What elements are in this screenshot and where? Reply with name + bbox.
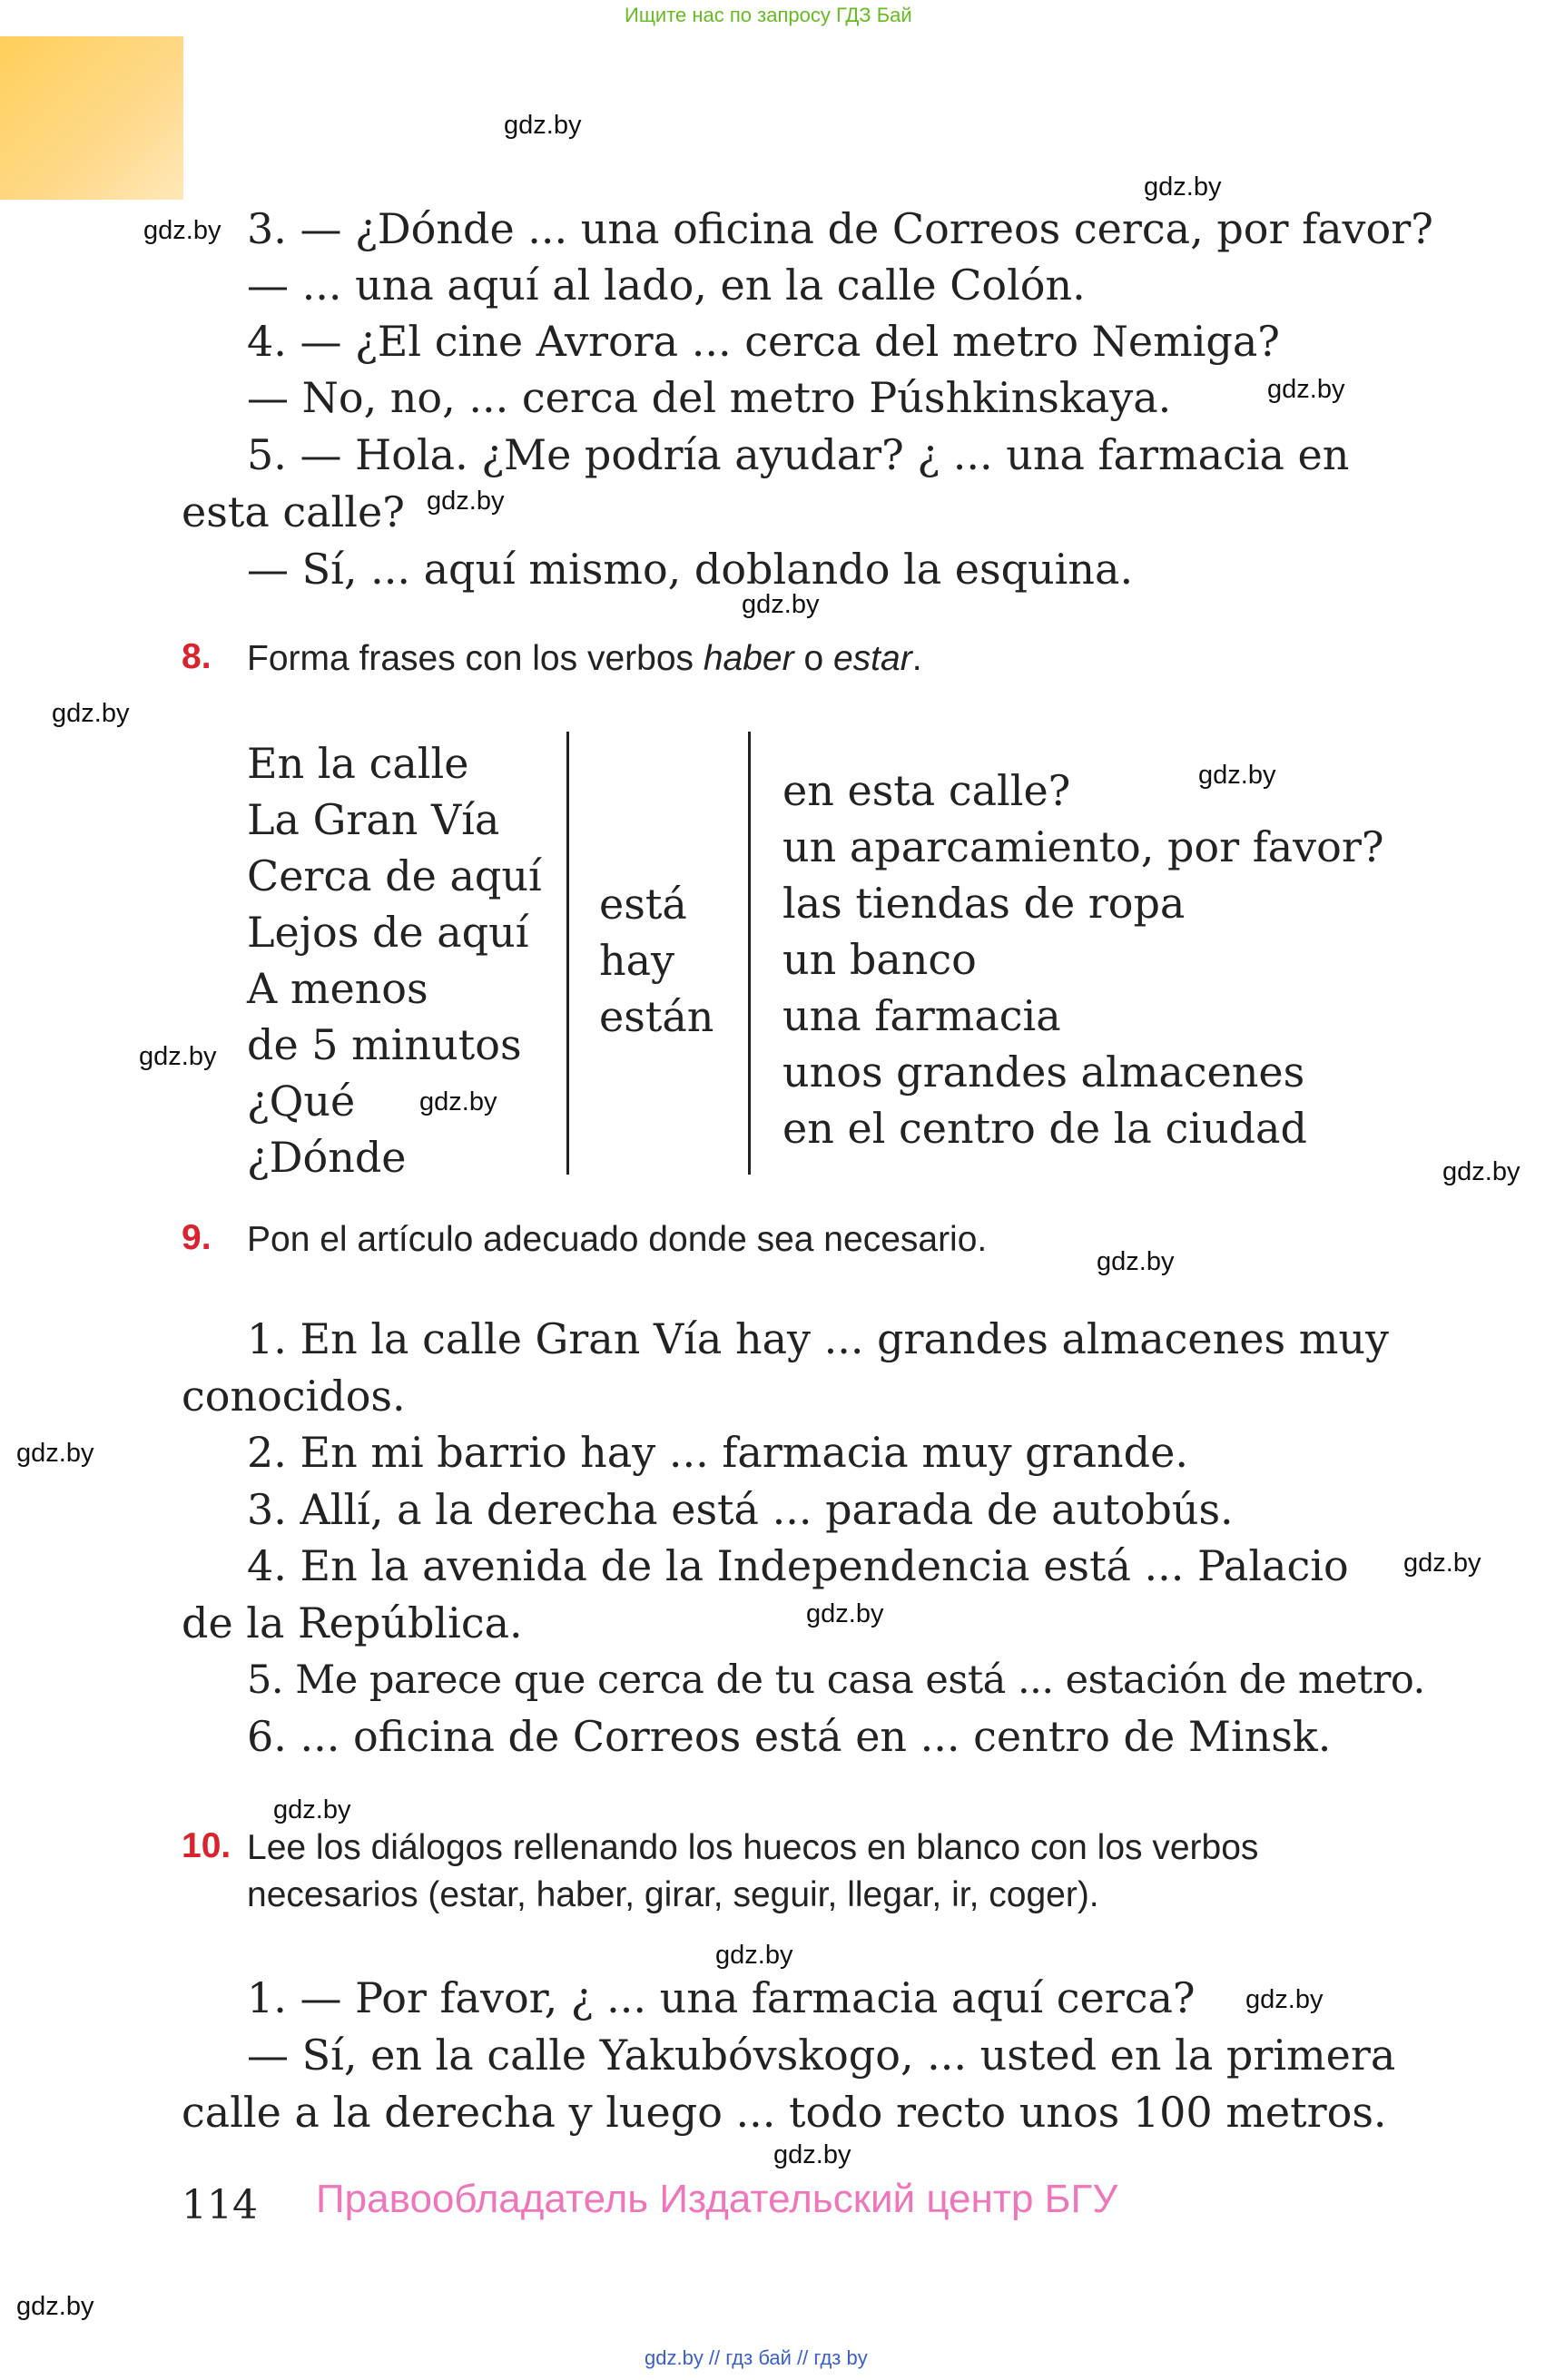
task-number: 10. [182,1826,231,1865]
page-number: 114 [182,2182,258,2228]
watermark: gdz.by [427,487,505,516]
watermark: gdz.by [504,111,582,140]
table-cell: de 5 minutos [247,1020,522,1069]
table-cell: un banco [782,935,977,984]
watermark: gdz.by [52,699,130,728]
table-col-verbs [599,876,714,1045]
watermark: gdz.by [273,1795,351,1824]
watermark: gdz.by [715,1941,793,1970]
watermark: gdz.by [1403,1549,1481,1578]
table-cell: un aparcamiento, por favor? [782,822,1384,871]
exercise-line: 5. Me parece que cerca de tu casa está ... estación de metro. [247,1657,1425,1703]
table-cell: unos grandes almacenes [782,1047,1305,1097]
footer-links: gdz.by // гдз бай // гдз by [645,2346,868,2369]
watermark: gdz.by [1245,1985,1324,2014]
watermark: gdz.by [1097,1247,1175,1276]
item-number: 4. [247,317,287,366]
watermark: gdz.by [1144,172,1222,202]
table-cell: En la calle [247,739,469,788]
table-col-subjects [247,735,542,1185]
watermark: gdz.by [806,1599,884,1628]
exercise-line: — Sí, en la calle Yakubóvskogo, ... usted en la primera [247,2031,1396,2080]
table-cell: en el centro de la ciudad [782,1104,1307,1153]
table-cell: Cerca de aquí [247,851,542,900]
watermark: gdz.by [419,1087,497,1116]
table-cell: ¿Dónde [247,1133,407,1182]
watermark: gdz.by [16,1439,94,1468]
watermark: gdz.by [1198,761,1276,790]
exercise-line: 3. Allí, a la derecha está ... parada de autobús. [247,1485,1234,1534]
dialogue-line [247,313,1280,369]
exercise-line: conocidos. [182,1372,406,1421]
watermark: gdz.by [16,2292,94,2321]
task-number: 8. [182,637,212,676]
watermark: gdz.by [773,2140,851,2169]
item-number: 3. [247,204,287,253]
watermark: gdz.by [143,216,221,245]
exercise-line: 1. En la calle Gran Vía hay ... grandes almacenes muy [247,1314,1389,1363]
watermark: gdz.by [139,1042,217,1071]
table-cell: ¿Qué [247,1077,356,1126]
exercise-line: calle a la derecha y luego ... todo recto unos 100 metros. [182,2088,1387,2137]
copyright-notice: Правообладатель Издательский центр БГУ [316,2177,1118,2221]
dialogue-line: — No, no, ... cerca del metro Púshkinskaya. [247,373,1172,422]
dialogue-line [247,201,1433,257]
table-cell: hay [599,936,675,985]
table-col-complements [782,762,1384,1156]
table-cell: está [599,880,687,929]
task-number: 9. [182,1218,212,1257]
table-cell: las tiendas de ropa [782,879,1186,928]
exercise-line: 6. ... oficina de Correos está en ... centro de Minsk. [247,1712,1332,1761]
dialogue-line: — Sí, ... aquí mismo, doblando la esquina. [247,545,1134,594]
table-divider [566,732,569,1175]
table-divider [748,732,751,1175]
task-instruction: Forma frases con los verbos haber o estar. [247,639,922,678]
dialogue-line [247,427,1349,483]
corner-decoration [0,36,183,200]
top-banner: Ищите нас по запросу ГДЗ Бай [625,4,912,26]
task-instruction-line: necesarios (estar, haber, girar, seguir, llegar, ir, coger). [247,1875,1099,1914]
dialogue-text: — ¿El cine Avrora ... cerca del metro Nemiga? [300,317,1280,366]
watermark: gdz.by [1267,375,1345,404]
watermark: gdz.by [1442,1157,1521,1186]
dialogue-line: — ... una aquí al lado, en la calle Colón. [247,261,1086,310]
table-cell: A menos [247,964,428,1013]
task-instruction: Pon el artículo adecuado donde sea necesario. [247,1220,988,1259]
table-cell: Lejos de aquí [247,908,529,957]
exercise-line: de la República. [182,1598,523,1647]
table-cell: en esta calle? [782,766,1071,815]
dialogue-line: esta calle? [182,487,405,536]
exercise-line: 2. En mi barrio hay ... farmacia muy grande. [247,1428,1188,1477]
watermark: gdz.by [742,590,820,619]
item-number: 5. [247,430,287,479]
exercise-line: 4. En la avenida de la Independencia está ... Palacio [247,1541,1349,1590]
table-cell: están [599,992,714,1041]
dialogue-text: — ¿Dónde ... una oficina de Correos cerca, por favor? [300,204,1433,253]
exercise-line: 1. — Por favor, ¿ ... una farmacia aquí cerca? [247,1973,1196,2022]
table-cell: una farmacia [782,991,1061,1040]
task-instruction-line: Lee los diálogos rellenando los huecos en blanco con los verbos [247,1828,1259,1867]
dialogue-text: — Hola. ¿Me podría ayudar? ¿ ... una farmacia en [300,430,1350,479]
table-cell: La Gran Vía [247,795,500,844]
